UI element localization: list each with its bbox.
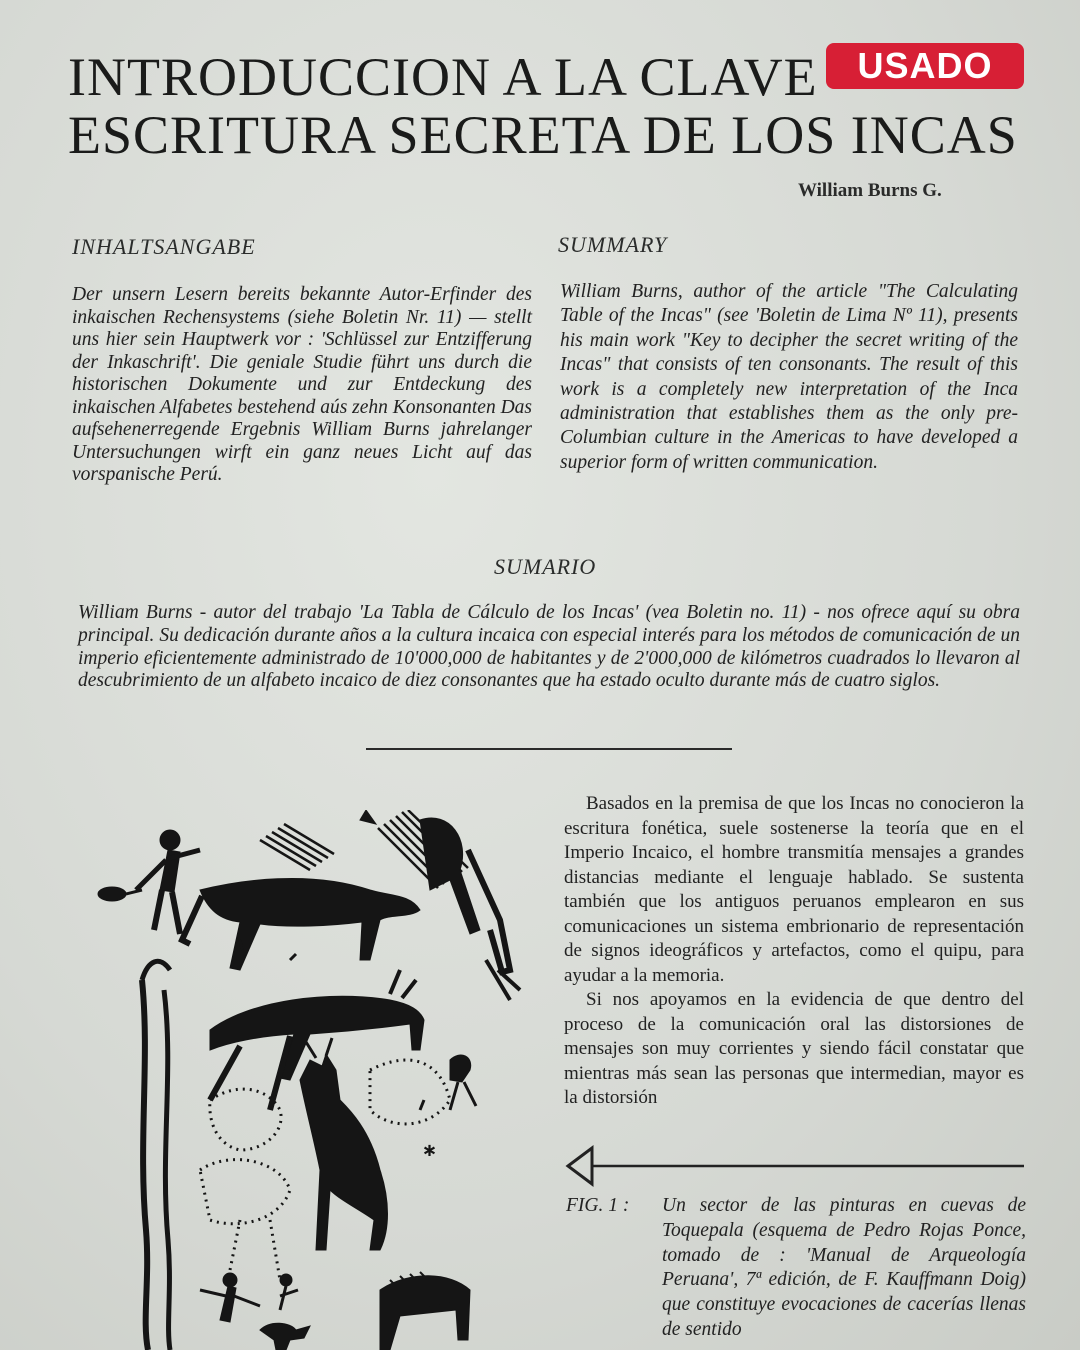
cave-painting-illustration	[90, 810, 550, 1350]
figure-label: FIG. 1 :	[566, 1195, 630, 1216]
section-divider	[366, 748, 732, 750]
sumario-heading: SUMARIO	[494, 554, 597, 579]
summary-text: William Burns, author of the article "The Calculating Table of the Incas" (see 'Boletin de Lima Nº 11), presents his main work "Key to decipher the secret writing of the Incas" that consists of ten consonants. The result of this work is a completely new interpretation of the Inca administration that establishes them as the only pre-Columbian culture in the Americas to have developed a superior form of written communication.	[560, 281, 1018, 473]
svg-text:*: *	[424, 1143, 435, 1168]
author-name: William Burns G.	[798, 180, 942, 201]
figure-pointer-arrow	[564, 1144, 1026, 1188]
title-line-2: ESCRITURA SECRETA DE LOS INCAS	[68, 105, 1018, 165]
inhaltsangabe-text: Der unsern Lesern bereits bekannte Autor-Erfinder des inkaischen Rechensystems (siehe Boletin Nr. 11) — stellt uns hier sein Hauptwerk vor : 'Schlüssel zur Entzifferung der Inkaschrift'. Die geniale Studie führt uns durch die historischen Dokumente und zur Entdeckung des inkaischen Alfabetes bestehend aús zehn Konsonanten Das aufsehenerregende Ergebnis William Burns jahrelanger Untersuchungen wirft ein ganz neues Licht auf das vorspanische Perú.	[72, 284, 532, 485]
inhaltsangabe-heading: INHALTSANGABE	[72, 234, 256, 259]
figure-caption: Un sector de las pinturas en cuevas de Toquepala (esquema de Pedro Rojas Ponce, tomado de : 'Manual de Arqueología Peruana', 7ª edición, de F. Kauffmann Doig) que constituye evocaciones de cacerías llenas de sentido	[662, 1195, 1026, 1340]
body-text	[564, 792, 1024, 1111]
body-paragraph-1: Basados en la premisa de que los Incas no conocieron la escritura fonética, suele sostenerse la teoría que en el Imperio Incaico, el hombre transmitía mensajes a grandes distancias mediante el lenguaje hablado. Se sustenta también que los antiguos peruanos emplearon en sus comunicaciones un sistema embrionario de representación de signos ideográficos y artefactos, como el quipu, para ayudar a la memoria.	[564, 793, 1024, 986]
title-line-1: INTRODUCCION A LA CLAVE	[68, 47, 818, 107]
body-paragraph-2: Si nos apoyamos en la evidencia de que dentro del proceso de la comunicación oral las distorsiones de mensajes son muy corrientes y siendo fácil constatar que mientras más sean las personas que intermedian, mayor es la distorsión	[564, 989, 1024, 1108]
summary-heading: SUMMARY	[558, 232, 668, 257]
sumario-text: William Burns - autor del trabajo 'La Tabla de Cálculo de los Incas' (vea Boletin no. 11) - nos ofrece aquí su obra principal. Su dedicación durante años a la cultura incaica con especial interés para los métodos de comunicación de un imperio eficientemente administrado de 10'000,000 de habitantes y de 2'000,000 de kilómetros cuadrados lo llevaron al descubrimiento de un alfabeto incaico de diez consonantes que ha estado oculto durante más de cuatro siglos.	[78, 602, 1020, 692]
used-badge: USADO	[826, 43, 1024, 89]
